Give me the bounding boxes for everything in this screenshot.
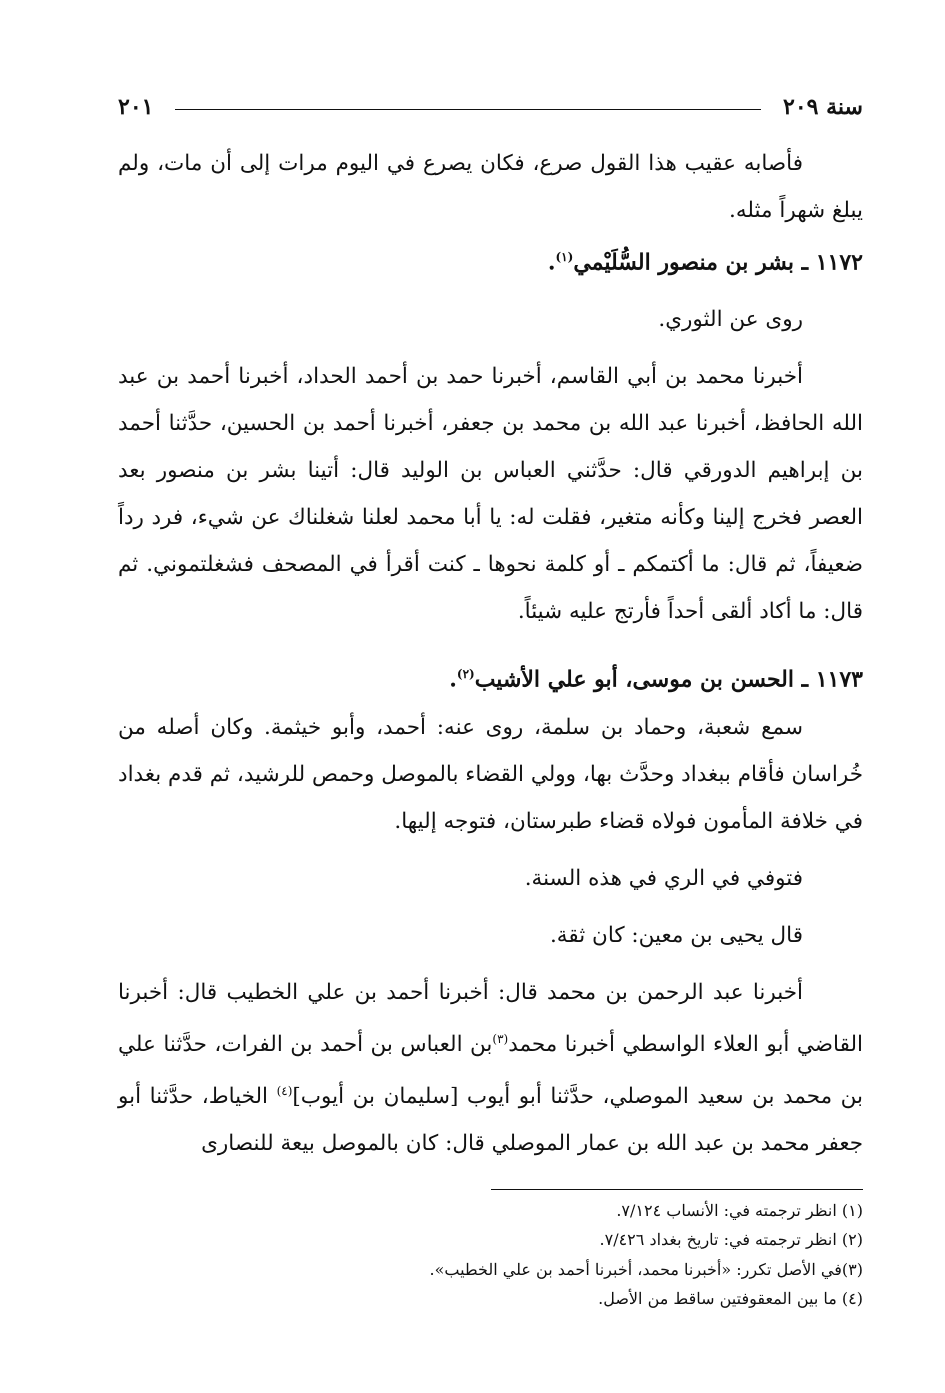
footnote-separator: [491, 1189, 863, 1190]
entry-title: ١١٧٢ ـ بشر بن منصور السُّلَيْمي: [573, 249, 863, 276]
footnotes: [118, 1196, 863, 1314]
paragraph-death: فتوفي في الري في هذه السنة.: [524, 865, 803, 891]
entry-heading-end: .: [547, 249, 556, 276]
entry-heading-1172: [118, 234, 863, 286]
text-run: أخبرنا عبد الرحمن بن محمد قال: أخبرنا أحمد بن علي الخطيب قال: أخبرنا القاضي أبو العلاء الواسطي أخبرنا محمد: [118, 979, 863, 1057]
entry-heading-1173: [118, 651, 863, 703]
spacer: [118, 343, 863, 353]
footnote-ref[interactable]: (٣): [492, 1031, 509, 1046]
text-run: بن العباس بن أحمد بن الفرات، حدَّثنا علي بن محمد بن سعيد الموصلي، حدَّثنا أبو أيوب [سليمان بن أيوب]: [118, 1031, 863, 1109]
entry-title: ١١٧٣ ـ الحسن بن موسى، أبو علي الأشيب: [474, 666, 863, 693]
paragraph-narration: روى عن الثوري.: [658, 307, 803, 333]
running-header: [118, 90, 863, 124]
paragraph-isnad: أخبرنا محمد بن أبي القاسم، أخبرنا حمد بن أحمد الحداد، أخبرنا أحمد بن عبد الله الحافظ، أخبرنا عبد الله بن محمد بن جعفر، أخبرنا أحمد بن الحسين، حدَّثنا أحمد بن إبراهيم الدورقي قال: حدَّثني العباس بن الوليد قال: أتينا بشر بن منصور بعد العصر فخرج إلينا وكأنه متغير، فقلت له: يا أبا محمد لعلنا شغلناك عن شيء، فرد رداً ضعيفاً، ثم قال: ما أكتمكم ـ أو كلمة نحوها ـ كنت أقرأ في المصحف فشغلتموني. ثم قال: ما أكاد ألقى أحداً فأرتج عليه شيئاً.: [118, 364, 863, 625]
footnote-ref[interactable]: (٢): [456, 667, 475, 682]
spacer: [118, 902, 863, 912]
paragraph-grading: قال يحيى بن معين: كان ثقة.: [549, 922, 803, 948]
paragraph-biography: سمع شعبة، وحماد بن سلمة، روى عنه: أحمد، وأبو خيثمة. وكان أصله من خُراسان فأقام ببغداد وحدَّث بها، وولي القضاء بالموصل وحمص للرشيد، ثم قدم بغداد في خلافة المأمون فولاه قضاء طبرستان، فتوجه إليها.: [118, 714, 863, 834]
header-year: سنة ٢٠٩: [783, 94, 863, 120]
footnote-4: (٤) ما بين المعقوفتين ساقط من الأصل.: [598, 1289, 863, 1309]
page-number: ٢٠١: [118, 94, 154, 120]
spacer: [118, 124, 863, 140]
spacer: [118, 959, 863, 969]
spacer: [118, 635, 863, 651]
footnote-3: (٣)في الأصل تكرر: «أخبرنا محمد، أخبرنا أحمد بن علي الخطيب».: [429, 1259, 863, 1279]
spacer: [118, 286, 863, 296]
footnote-ref[interactable]: (٤): [276, 1083, 293, 1098]
spacer: [118, 845, 863, 855]
paragraph-isnad-2: [118, 969, 863, 1167]
footnote-2: (٢) انظر ترجمته في: تاريخ بغداد ٧/٤٢٦.: [599, 1230, 863, 1250]
text-run: الخياط، حدَّثنا أبو جعفر محمد بن عبد الله بن عمار الموصلي قال: كان بالموصل بيعة للنصارى: [118, 1083, 863, 1156]
entry-heading-end: .: [449, 666, 457, 693]
paragraph-continuation: فأصابه عقيب هذا القول صرع، فكان يصرع في اليوم مرات إلى أن مات، ولم يبلغ شهراً مثله.: [118, 151, 863, 223]
header-rule: [175, 109, 761, 110]
footnote-ref[interactable]: (١): [555, 250, 574, 264]
book-page: [118, 90, 863, 1314]
footnote-1: (١) انظر ترجمته في: الأنساب ٧/١٢٤.: [616, 1200, 863, 1220]
